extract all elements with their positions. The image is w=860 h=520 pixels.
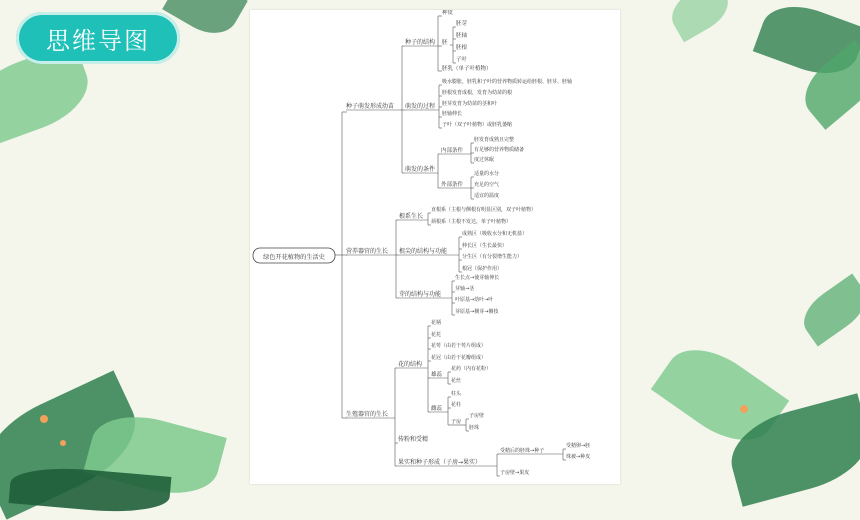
orange-dot: [40, 415, 48, 423]
embryo-part: 子叶: [456, 57, 468, 63]
embryo-part: 胚芽: [456, 21, 468, 27]
root-tip-zone: 根冠（保护作用）: [462, 266, 503, 272]
leaf-decoration: [664, 0, 736, 42]
endosperm: 胚乳（单子叶植物）: [442, 66, 492, 72]
ovule-to-seed: 受精后的胚珠→种子: [500, 448, 545, 454]
orange-dot: [740, 405, 748, 413]
mindmap-diagram: [250, 10, 620, 484]
orange-dot: [60, 440, 66, 446]
bud-part: 叶原基→幼叶→叶: [455, 297, 494, 303]
node-fruit-formation: 果实和种子形成（子房→果实）: [398, 459, 482, 466]
external-condition: 适宜的温度: [474, 193, 500, 199]
external-condition: 适量的水分: [474, 171, 500, 177]
section-title: 思维导图: [46, 26, 150, 55]
branch-vegetative-organs: 营养器官的生长: [346, 248, 389, 255]
node-seed-structure: 种子的结构: [405, 39, 436, 46]
pistil-part: 花柱: [451, 402, 462, 408]
node-root-growth: 根系生长: [399, 213, 424, 220]
flower-part: 花萼（由若干萼片组成）: [431, 343, 487, 349]
flower-part: 花冠（由若干花瓣组成）: [431, 355, 487, 361]
bud-part: 芽轴→茎: [455, 286, 475, 292]
leaf-decoration: [795, 274, 860, 347]
pistil-part: 柱头: [451, 391, 462, 397]
process-step: 子叶（双子叶植物）或胚乳萎缩: [442, 122, 513, 128]
process-step: 吸水膨胀，胚乳和子叶的营养物质转运给胚根、胚芽、胚轴: [442, 79, 573, 85]
stamen-part: 花丝: [451, 378, 462, 384]
embryo-part: 胚轴: [456, 33, 468, 39]
node-bud-structure: 芽的结构与功能: [399, 291, 442, 298]
process-step: 胚芽发育为幼苗的茎和叶: [442, 101, 498, 107]
wall-to-pericarp: 子房壁→果皮: [500, 470, 530, 476]
process-step: 胚轴伸长: [442, 111, 463, 117]
node-germination-conditions: 萌发的条件: [405, 166, 436, 173]
ovary-part: 胚珠: [469, 425, 480, 431]
seed-part: 珠被→种皮: [566, 454, 591, 460]
root-system-type: 须根系（主根不发达，单子叶植物）: [431, 219, 512, 225]
flower-part: 花托: [431, 332, 442, 338]
node-flower-structure: 花的结构: [398, 361, 423, 368]
internal-condition: 胚发育成熟且完整: [474, 137, 515, 143]
branch-reproductive-organs: 生殖器官的生长: [346, 411, 389, 418]
embryo-part: 胚根: [456, 45, 468, 51]
node-germination-process: 萌发的过程: [405, 103, 436, 110]
node-pollination: 传粉和受精: [398, 436, 429, 443]
internal-condition: 有足够的营养物质储备: [474, 147, 525, 153]
seed-part: 受精卵→胚: [566, 443, 591, 449]
node-root-tip: 根尖的结构与功能: [399, 248, 448, 255]
process-step: 胚根发育成根，发育为幼苗的根: [442, 90, 513, 96]
root-tip-zone: 成熟区（吸收水分和无机盐）: [462, 231, 528, 237]
external-condition: 充足的空气: [474, 182, 500, 188]
ovary-part: 子房壁: [469, 413, 485, 419]
embryo: 胚: [442, 40, 448, 46]
node-ovary: 子房: [451, 419, 462, 425]
bud-part: 生长点→使芽轴伸长: [455, 275, 500, 281]
root-node: 绿色开花植物的生活史: [263, 254, 325, 261]
root-system-type: 直根系（主根与侧根有明显区别，双子叶植物）: [431, 207, 537, 213]
internal-condition: 度过休眠: [474, 157, 495, 163]
node-pistil: 雌蕊: [431, 406, 443, 412]
flower-part: 花柄: [431, 320, 442, 326]
node-stamen: 雄蕊: [431, 372, 443, 378]
node-internal-conditions: 内部条件: [441, 148, 464, 154]
root-tip-zone: 分生区（有分裂增生能力）: [462, 254, 523, 260]
node-external-conditions: 外部条件: [441, 182, 464, 188]
section-title-badge: [16, 12, 180, 64]
branch-seed-germination: 种子萌发形成幼苗: [346, 103, 395, 110]
mindmap-sheet: [250, 10, 620, 484]
root-tip-zone: 伸长区（生长最快）: [462, 243, 508, 249]
bud-part: 芽原基→侧芽→侧枝: [455, 309, 499, 315]
seed-coat: 种皮: [442, 10, 454, 16]
stamen-part: 花药（内有花粉）: [451, 366, 492, 372]
